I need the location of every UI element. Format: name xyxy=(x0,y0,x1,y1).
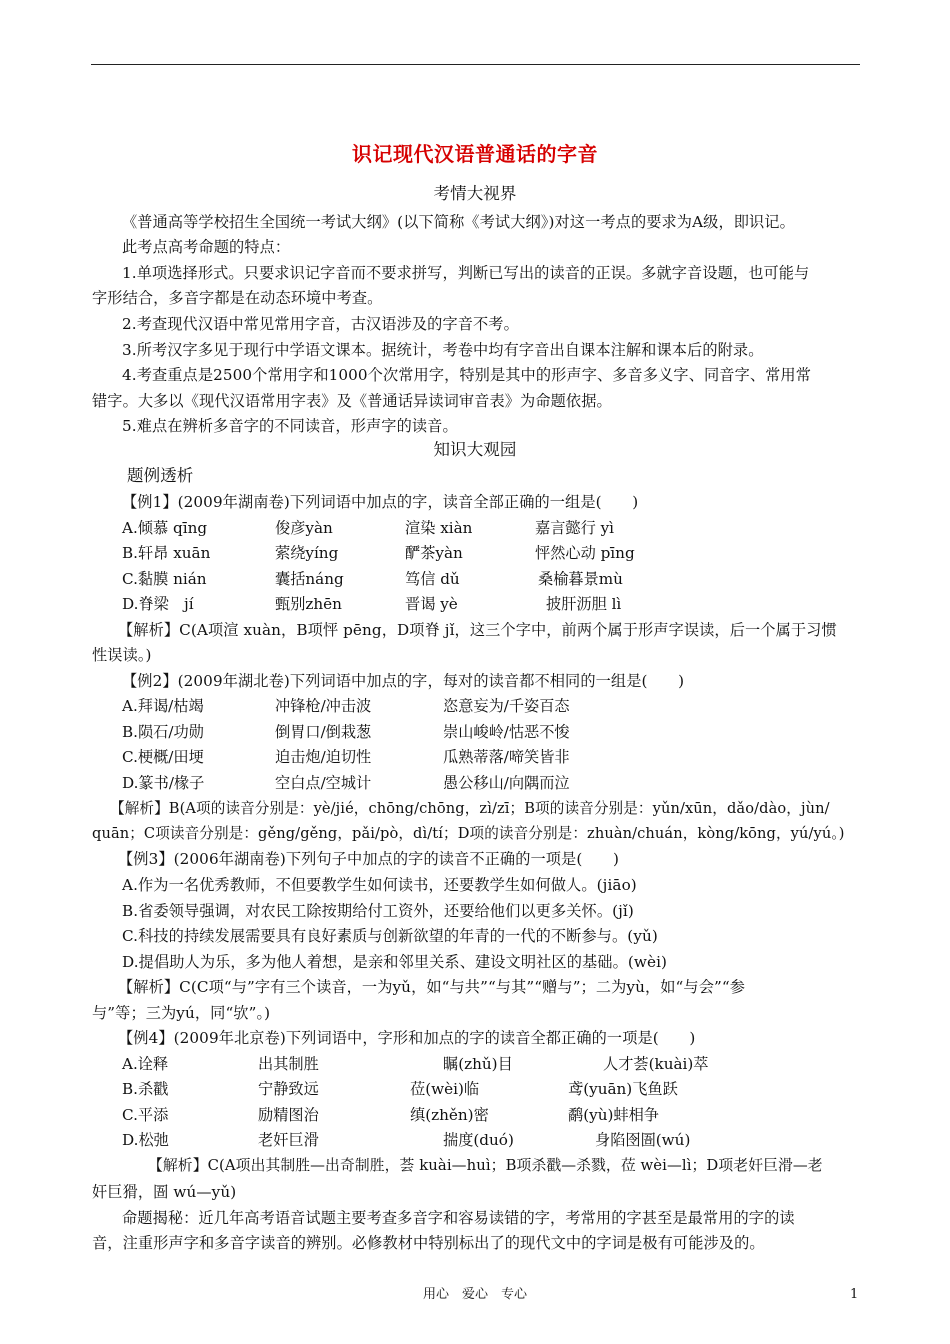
section-heading-kaoqing: 考情大视界 xyxy=(433,184,517,203)
option-c-3: 缜(zhěn)密 xyxy=(410,1106,489,1124)
page-number: 1 xyxy=(850,1287,859,1302)
option-d-2: 空白点/空城计 xyxy=(275,774,372,792)
option-d-3: 晋谒 yè xyxy=(405,595,458,613)
option-d-1: D.脊梁 jí xyxy=(122,595,194,613)
option-a-2: 冲锋枪/冲击波 xyxy=(275,697,372,715)
intro-paragraph: 《普通高等学校招生全国统一考试大纲》(以下简称《考试大纲》)对这一考点的要求为A级，即识记。 xyxy=(122,213,795,231)
page-title: 识记现代汉语普通话的字音 xyxy=(352,142,598,166)
example-3-stem: 【例3】(2006年湖南卷)下列句子中加点的字的读音不正确的一项是( ) xyxy=(118,850,619,868)
option-b-1: B.陨石/功勋 xyxy=(122,723,204,741)
option-b-1: B.杀戳 xyxy=(122,1080,169,1098)
option-b-1: B.轩昂 xuān xyxy=(122,544,211,562)
exam-insight-line-1: 命题揭秘：近几年高考语音试题主要考查多音字和容易读错的字，考常用的字甚至是最常用的字的读 xyxy=(122,1209,795,1227)
option-b-3: 酽茶yàn xyxy=(405,544,463,562)
feature-4-line-1: 4.考查重点是2500个常用字和1000个次常用字，特别是其中的形声字、多音多义字、同音字、常用常 xyxy=(122,366,812,384)
option-c-1: C.黏膜 nián xyxy=(122,570,207,588)
page-footer: 用心 爱心 专心 xyxy=(422,1287,527,1302)
example-1-stem: 【例1】(2009年湖南卷)下列词语中加点的字，读音全部正确的一组是( ) xyxy=(122,493,639,511)
option-d-4: 身陷囹圄(wú) xyxy=(595,1131,691,1149)
option-d-4: 披肝沥胆 lì xyxy=(546,595,622,613)
option-c-2: 迫击炮/迫切性 xyxy=(275,748,372,766)
option-a-3: 瞩(zhǔ)目 xyxy=(443,1055,513,1073)
option-d-1: D.篆书/椽子 xyxy=(122,774,205,792)
example-2-analysis-line-1: 【解析】B(A项的读音分别是：yè/jié，chōng/chōng，zì/zī；B项的读音分别是：yǔn/xūn，dǎo/dào，jùn/ xyxy=(110,800,830,817)
example-2-analysis-line-2: quān；C项读音分别是：gěng/gěng，pǎi/pò，dì/tí；D项的读音分别是：zhuàn/chuán，kòng/kōng，yú/yú。) xyxy=(92,825,845,842)
example-1-analysis-line-1: 【解析】C(A项渲 xuàn，B项怦 pēng，D项脊 jǐ，这三个字中，前两个属于形声字误读，后一个属于习惯 xyxy=(118,621,837,639)
option-d-2: 老奸巨滑 xyxy=(258,1131,319,1149)
option-c-3: 瓜熟蒂落/啼笑皆非 xyxy=(443,748,570,766)
option-d-1: D.松弛 xyxy=(122,1131,169,1149)
option-b-2: 倒胃口/倒栽葱 xyxy=(275,723,372,741)
intro-features-heading: 此考点高考命题的特点： xyxy=(122,238,291,256)
option-a-1: A.拜谒/枯竭 xyxy=(122,697,204,715)
subsection-heading: 题例透析 xyxy=(127,466,194,485)
option-a-2: 俊彦yàn xyxy=(275,519,333,537)
feature-5: 5.难点在辨析多音字的不同读音，形声字的读音。 xyxy=(122,417,458,435)
option-b-4: 鸢(yuān)飞鱼跃 xyxy=(568,1080,678,1098)
example-4-analysis-line-1: 【解析】C(A项出其制胜—出奇制胜，荟 kuài—huì；B项杀戳—杀戮，莅 wèi—lì；D项老奸巨滑—老 xyxy=(148,1157,823,1174)
feature-4-line-2: 错字。大多以《现代汉语常用字表》及《普通话异读词审音表》为命题依据。 xyxy=(92,392,612,410)
option-a-4: 人才荟(kuài)萃 xyxy=(603,1055,709,1073)
option-a-1: A.诠释 xyxy=(122,1055,169,1073)
section-heading-zhishi: 知识大观园 xyxy=(433,440,517,459)
exam-insight-line-2: 音，注重形声字和多音字读音的辨别。必修教材中特别标出了的现代文中的字词是极有可能涉及的。 xyxy=(92,1234,765,1252)
feature-1-line-1: 1.单项选择形式。只要求识记字音而不要求拼写，判断已写出的读音的正误。多就字音设题，也可能与 xyxy=(122,264,810,282)
option-c-2: 励精图治 xyxy=(258,1106,319,1124)
example-4-stem: 【例4】(2009年北京卷)下列词语中，字形和加点的字的读音全都正确的一项是( ) xyxy=(118,1029,696,1047)
example-3-analysis-line-1: 【解析】C(C项“与”字有三个读音，一为yǔ，如“与共”“与其”“赠与”；二为yù，如“与会”“参 xyxy=(118,978,746,996)
option-b-4: 怦然心动 pīng xyxy=(535,544,635,562)
example-1-analysis-line-2: 性误读。) xyxy=(92,646,152,664)
option-c-4: 桑榆暮景mù xyxy=(538,570,623,588)
option-c-1: C.梗概/田埂 xyxy=(122,748,204,766)
option-b-3: 莅(wèi)临 xyxy=(410,1080,480,1098)
option-a-1: A.倾慕 qīng xyxy=(122,519,208,537)
option-a: A.作为一名优秀教师，不但要教学生如何读书，还要教学生如何做人。(jiāo) xyxy=(122,876,637,894)
option-d-3: 揣度(duó) xyxy=(443,1131,514,1149)
option-a-4: 嘉言懿行 yì xyxy=(535,519,615,537)
option-b-2: 萦绕yíng xyxy=(275,544,339,562)
option-c-2: 囊括náng xyxy=(275,570,344,588)
option-d: D.提倡助人为乐，多为他人着想，是亲和邻里关系、建设文明社区的基础。(wèi) xyxy=(122,953,668,971)
option-b-2: 宁静致远 xyxy=(258,1080,319,1098)
example-2-stem: 【例2】(2009年湖北卷)下列词语中加点的字，每对的读音都不相同的一组是( ) xyxy=(122,672,685,690)
example-3-analysis-line-2: 与”等；三为yú，同“欤”。) xyxy=(92,1004,271,1022)
option-c-3: 笃信 dǔ xyxy=(405,570,460,588)
option-c-1: C.平添 xyxy=(122,1106,169,1124)
option-c: C.科技的持续发展需要具有良好素质与创新欲望的年青的一代的不断参与。(yǔ) xyxy=(122,927,658,945)
option-a-3: 恣意妄为/千姿百态 xyxy=(443,697,570,715)
example-4-analysis-line-2: 奸巨猾，圄 wú—yǔ) xyxy=(92,1183,237,1201)
feature-1-line-2: 字形结合，多音字都是在动态环境中考查。 xyxy=(92,289,383,307)
header-rule xyxy=(91,64,860,65)
option-d-3: 愚公移山/向隅而泣 xyxy=(443,774,570,792)
option-b-3: 崇山峻岭/怙恶不悛 xyxy=(443,723,570,741)
option-a-3: 渲染 xiàn xyxy=(405,519,473,537)
feature-2: 2.考查现代汉语中常见常用字音，古汉语涉及的字音不考。 xyxy=(122,315,519,333)
feature-3: 3.所考汉字多见于现行中学语文课本。据统计，考卷中均有字音出自课本注解和课本后的附录。 xyxy=(122,341,764,359)
option-a-2: 出其制胜 xyxy=(258,1055,319,1073)
option-d-2: 甄别zhēn xyxy=(275,595,342,613)
option-b: B.省委领导强调，对农民工除按期给付工资外，还要给他们以更多关怀。(jǐ) xyxy=(122,902,634,920)
option-c-4: 鹬(yù)蚌相争 xyxy=(568,1106,659,1124)
